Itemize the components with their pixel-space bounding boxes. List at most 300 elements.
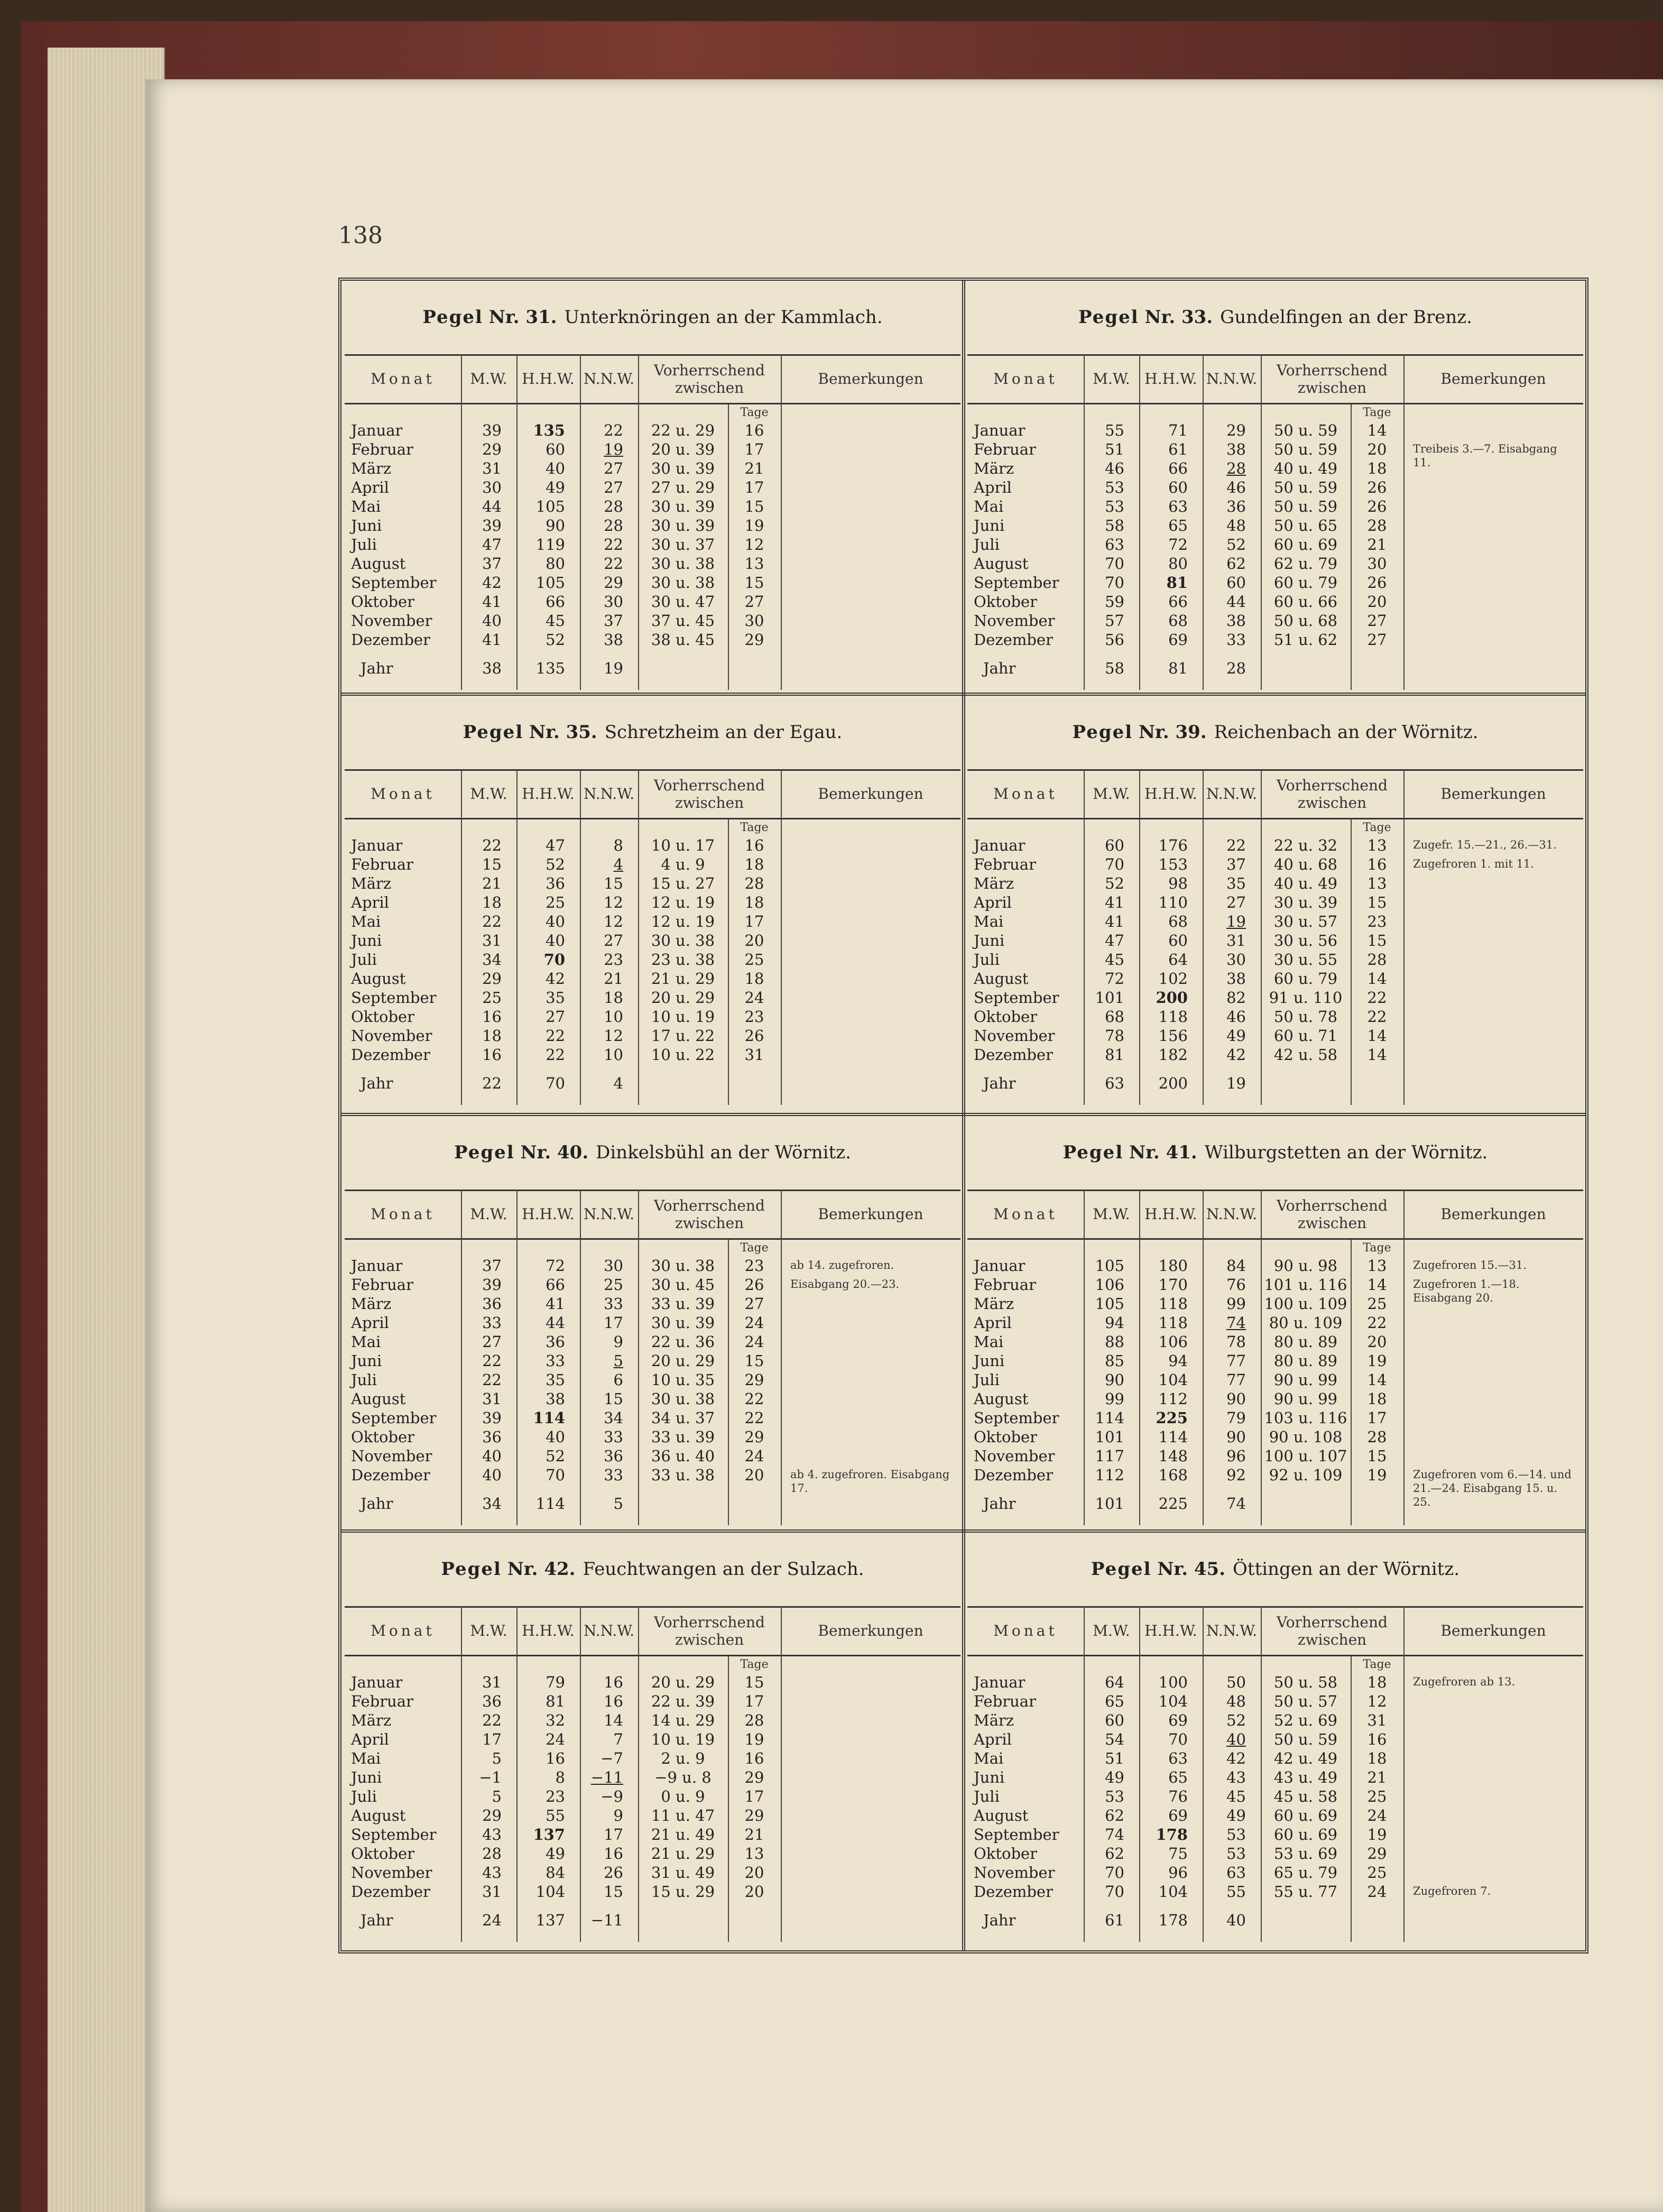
hhw-cell: 176	[1158, 836, 1188, 854]
year-mw: 22	[482, 1074, 502, 1092]
month-cell: Juli	[351, 951, 377, 969]
mw-cell: 39	[482, 1409, 502, 1427]
nnw-cell: 8	[613, 836, 623, 854]
nnw-cell: −9	[600, 1787, 623, 1805]
nnw-cell: 15	[604, 874, 623, 892]
days-cell: 25	[1367, 1787, 1387, 1805]
nnw-header: N.N.W.	[583, 1622, 634, 1640]
days-cell: 19	[1367, 1826, 1387, 1844]
days-cell: 24	[744, 1314, 764, 1332]
hhw-cell: 106	[1158, 1333, 1188, 1351]
mw-cell: 70	[1105, 1883, 1124, 1901]
mw-cell: 36	[482, 1428, 502, 1446]
table-title	[345, 1559, 960, 1580]
nnw-cell: 6	[613, 1371, 623, 1389]
hhw-cell: 60	[546, 440, 565, 458]
hhw-cell: 40	[546, 1428, 565, 1446]
remark-text: ab 14. zugefroren.	[790, 1259, 894, 1271]
month-cell: Dezember	[974, 1046, 1053, 1064]
table-row	[345, 535, 960, 554]
year-hhw: 137	[535, 1911, 565, 1929]
range-cell: 60 u. 69	[1273, 1826, 1338, 1844]
bemerkungen-header: Bemerkungen	[1440, 1205, 1546, 1223]
month-cell: Dezember	[351, 631, 430, 649]
month-cell: November	[351, 1864, 432, 1882]
gauge-table	[967, 1537, 1583, 1939]
tage-label: Tage	[1363, 1241, 1391, 1255]
table-row	[345, 630, 960, 649]
days-cell: 20	[744, 1883, 764, 1901]
days-cell: 13	[744, 1845, 764, 1863]
mw-cell: 5	[492, 1787, 502, 1805]
mw-cell: 16	[482, 1008, 502, 1026]
table-row	[345, 1825, 960, 1844]
mw-cell: 105	[1095, 1295, 1124, 1313]
table-row	[345, 950, 960, 969]
month-cell: November	[974, 1864, 1055, 1882]
mw-cell: 47	[1105, 932, 1124, 950]
mw-cell: 68	[1105, 1008, 1124, 1026]
mw-header: M.W.	[470, 785, 507, 803]
days-cell: 29	[744, 1371, 764, 1389]
year-row	[345, 659, 960, 678]
range-cell: 42 u. 49	[1273, 1749, 1338, 1767]
mw-cell: 40	[482, 612, 502, 630]
days-cell: 14	[1367, 1046, 1387, 1064]
range-cell: 90 u. 98	[1273, 1257, 1338, 1275]
month-cell: März	[974, 874, 1014, 892]
gauge-place: Dinkelsbühl an der Wörnitz.	[596, 1142, 851, 1163]
hhw-cell: 80	[546, 555, 565, 573]
nnw-cell: 55	[1226, 1883, 1246, 1901]
days-cell: 29	[1367, 1845, 1387, 1863]
hhw-cell: 104	[1158, 1692, 1188, 1710]
month-cell: September	[974, 1409, 1059, 1427]
hhw-cell: 40	[546, 913, 565, 930]
days-cell: 23	[744, 1257, 764, 1275]
year-label: Jahr	[983, 659, 1016, 677]
hhw-cell: 52	[546, 631, 565, 649]
year-hhw: 178	[1158, 1911, 1188, 1929]
range-cell: 30 u. 56	[1273, 932, 1338, 950]
hhw-header: H.H.W.	[1144, 1205, 1197, 1223]
table-header	[967, 1190, 1583, 1240]
mw-cell: 40	[482, 1466, 502, 1484]
range-cell: 21 u. 49	[651, 1826, 715, 1844]
table-row	[967, 1711, 1583, 1730]
hhw-cell: 72	[546, 1257, 565, 1275]
days-cell: 22	[744, 1409, 764, 1427]
table-row	[967, 497, 1583, 516]
nnw-cell: 77	[1226, 1371, 1246, 1389]
nnw-cell: 46	[1226, 478, 1246, 496]
year-row	[967, 1911, 1583, 1930]
range-cell: 10 u. 19	[651, 1730, 715, 1748]
range-cell: 50 u. 68	[1273, 612, 1338, 630]
bemerkungen-header: Bemerkungen	[818, 1622, 923, 1640]
mw-cell: 60	[1105, 1711, 1124, 1729]
nnw-cell: 17	[604, 1314, 623, 1332]
table-row	[967, 931, 1583, 950]
month-cell: April	[974, 1314, 1012, 1332]
table-row	[967, 1007, 1583, 1026]
remark-text: Zugefroren 1.—18. Eisabgang 20.	[1413, 1278, 1520, 1304]
mw-cell: 41	[1105, 893, 1124, 911]
range-cell: 10 u. 35	[651, 1371, 715, 1389]
hhw-cell: 81	[1166, 574, 1188, 592]
range-cell: 90 u. 99	[1273, 1390, 1338, 1408]
month-cell: November	[974, 1447, 1055, 1465]
nnw-cell: 48	[1226, 517, 1246, 534]
range-cell: 50 u. 78	[1273, 1008, 1338, 1026]
hhw-cell: 100	[1158, 1673, 1188, 1691]
hhw-cell: 98	[1168, 874, 1188, 892]
nnw-cell: 12	[604, 893, 623, 911]
days-cell: 24	[1367, 1883, 1387, 1901]
nnw-cell: 19	[1226, 913, 1246, 930]
hhw-cell: 225	[1156, 1409, 1188, 1427]
days-cell: 27	[744, 1295, 764, 1313]
days-cell: 26	[1367, 478, 1387, 496]
nnw-cell: 9	[613, 1333, 623, 1351]
year-mw: 101	[1095, 1495, 1124, 1513]
month-cell: Oktober	[974, 593, 1038, 611]
hhw-cell: 70	[543, 951, 565, 969]
range-cell: 100 u. 107	[1264, 1447, 1347, 1465]
table-row	[967, 421, 1583, 440]
mw-cell: 43	[482, 1826, 502, 1844]
year-nnw: 28	[1226, 659, 1246, 677]
mw-cell: 41	[1105, 913, 1124, 930]
hhw-cell: 66	[1168, 459, 1188, 477]
nnw-cell: 9	[613, 1807, 623, 1824]
table-row	[967, 912, 1583, 931]
nnw-cell: 16	[604, 1845, 623, 1863]
table-row	[967, 1427, 1583, 1446]
nnw-cell: 33	[1226, 631, 1246, 649]
hhw-cell: 25	[546, 893, 565, 911]
nnw-cell: 77	[1226, 1352, 1246, 1370]
days-cell: 16	[744, 836, 764, 854]
gauge-place: Schretzheim an der Egau.	[604, 722, 843, 743]
days-cell: 16	[1367, 855, 1387, 873]
nnw-cell: 30	[604, 593, 623, 611]
hhw-cell: 66	[546, 1276, 565, 1294]
range-cell: 40 u. 49	[1273, 459, 1338, 477]
tage-label: Tage	[740, 406, 769, 419]
month-cell: Dezember	[351, 1046, 430, 1064]
gauge-table	[345, 285, 960, 687]
nnw-cell: 63	[1226, 1864, 1246, 1882]
range-cell: 30 u. 39	[1273, 893, 1338, 911]
range-cell: 60 u. 79	[1273, 970, 1338, 988]
nnw-cell: 79	[1226, 1409, 1246, 1427]
mw-cell: 31	[482, 1883, 502, 1901]
mw-cell: 58	[1105, 517, 1124, 534]
month-cell: Dezember	[351, 1883, 430, 1901]
hhw-cell: 52	[546, 1447, 565, 1465]
mw-cell: 57	[1105, 612, 1124, 630]
table-row	[967, 1389, 1583, 1408]
nnw-cell: 92	[1226, 1466, 1246, 1484]
month-cell: Januar	[974, 1673, 1025, 1691]
nnw-cell: 48	[1226, 1692, 1246, 1710]
range-cell: 30 u. 38	[651, 555, 715, 573]
nnw-cell: 26	[604, 1864, 623, 1882]
days-cell: 14	[1367, 1276, 1387, 1294]
year-nnw: 74	[1226, 1495, 1246, 1513]
mw-cell: 74	[1105, 1826, 1124, 1844]
range-cell: 33 u. 39	[651, 1428, 715, 1446]
table-row	[967, 1692, 1583, 1711]
days-cell: 18	[744, 970, 764, 988]
hhw-cell: 76	[1168, 1787, 1188, 1805]
year-row	[345, 1911, 960, 1930]
table-title	[967, 307, 1583, 328]
mw-cell: 34	[482, 951, 502, 969]
table-row	[345, 573, 960, 592]
table-row	[345, 1332, 960, 1351]
range-cell: 50 u. 57	[1273, 1692, 1338, 1710]
month-cell: Oktober	[351, 1008, 415, 1026]
gauge-table	[345, 1121, 960, 1523]
table-row	[967, 969, 1583, 988]
range-cell: 23 u. 38	[651, 951, 715, 969]
remark-text: Zugefroren vom 6.—14. und 21.—24. Eisabgang 15. u. 25.	[1413, 1468, 1572, 1508]
table-header	[967, 1606, 1583, 1656]
table-row	[345, 1427, 960, 1446]
days-cell: 18	[1367, 1673, 1387, 1691]
table-row	[967, 893, 1583, 912]
table-row	[967, 554, 1583, 573]
month-cell: Februar	[351, 440, 413, 458]
hhw-cell: 71	[1168, 421, 1188, 439]
hhw-cell: 65	[1168, 1768, 1188, 1786]
nnw-cell: 7	[613, 1730, 623, 1748]
mw-cell: 15	[482, 855, 502, 873]
days-cell: 16	[744, 1749, 764, 1767]
nnw-cell: 15	[604, 1390, 623, 1408]
range-cell: 50 u. 59	[1273, 497, 1338, 515]
month-cell: Mai	[974, 1333, 1004, 1351]
hhw-cell: 68	[1168, 913, 1188, 930]
year-nnw: 19	[604, 659, 623, 677]
gauge-number: Nr. 31.	[488, 307, 557, 328]
table-header	[345, 1606, 960, 1656]
table-header	[345, 769, 960, 819]
hhw-cell: 22	[546, 1027, 565, 1045]
mw-cell: 33	[482, 1314, 502, 1332]
nnw-cell: 36	[1226, 497, 1246, 515]
hhw-cell: 104	[535, 1883, 565, 1901]
table-row	[967, 1730, 1583, 1749]
mw-cell: 94	[1105, 1314, 1124, 1332]
hhw-cell: 69	[1168, 631, 1188, 649]
nnw-cell: 38	[1226, 440, 1246, 458]
monat-header: Monat	[993, 370, 1058, 388]
gauge-number: Nr. 39.	[1138, 722, 1207, 743]
days-cell: 30	[744, 612, 764, 630]
month-cell: Dezember	[974, 631, 1053, 649]
table-row	[967, 478, 1583, 497]
range-cell: 62 u. 79	[1273, 555, 1338, 573]
table-row	[345, 1711, 960, 1730]
month-cell: Oktober	[351, 593, 415, 611]
nnw-cell: 4	[613, 855, 623, 873]
nnw-cell: 31	[1226, 932, 1246, 950]
pegel-label: Pegel	[422, 307, 483, 328]
days-cell: 24	[1367, 1807, 1387, 1824]
month-cell: Juni	[974, 517, 1005, 534]
month-cell: August	[974, 555, 1029, 573]
days-cell: 15	[744, 574, 764, 592]
hhw-header: H.H.W.	[1144, 1622, 1197, 1640]
hhw-header: H.H.W.	[522, 1622, 575, 1640]
month-cell: August	[974, 1390, 1029, 1408]
nnw-cell: −7	[600, 1749, 623, 1767]
table-row	[345, 931, 960, 950]
table-row	[967, 1045, 1583, 1064]
nnw-cell: 17	[604, 1826, 623, 1844]
vorherrschend-header: Vorherrschend zwischen	[654, 1614, 765, 1648]
hhw-header: H.H.W.	[522, 1205, 575, 1223]
table-row	[345, 1408, 960, 1427]
month-cell: Januar	[351, 1257, 403, 1275]
table-header	[967, 354, 1583, 404]
mw-cell: 99	[1105, 1390, 1124, 1408]
table-row	[345, 459, 960, 478]
hhw-cell: 40	[546, 459, 565, 477]
month-cell: April	[351, 478, 389, 496]
vorherrschend-header: Vorherrschend zwischen	[1277, 1197, 1388, 1232]
range-cell: 80 u. 89	[1273, 1352, 1338, 1370]
nnw-cell: 50	[1226, 1673, 1246, 1691]
nnw-cell: 34	[604, 1409, 623, 1427]
nnw-cell: 27	[604, 459, 623, 477]
month-cell: Juli	[974, 1371, 1000, 1389]
tage-label: Tage	[740, 1658, 769, 1671]
hhw-cell: 182	[1158, 1046, 1188, 1064]
nnw-cell: 27	[604, 932, 623, 950]
range-cell: 65 u. 79	[1273, 1864, 1338, 1882]
days-cell: 26	[1367, 497, 1387, 515]
range-cell: 50 u. 59	[1273, 478, 1338, 496]
range-cell: 20 u. 29	[651, 1673, 715, 1691]
table-row	[967, 611, 1583, 630]
month-cell: Oktober	[351, 1845, 415, 1863]
nnw-cell: 10	[604, 1008, 623, 1026]
table-title	[967, 722, 1583, 743]
gauge-table	[967, 701, 1583, 1102]
vorherrschend-header: Vorherrschend zwischen	[1277, 1614, 1388, 1648]
remark-text: Zugefroren 1. mit 11.	[1413, 858, 1534, 870]
table-row	[345, 1389, 960, 1408]
range-cell: 80 u. 89	[1273, 1333, 1338, 1351]
days-cell: 27	[744, 593, 764, 611]
month-cell: Juni	[351, 1352, 382, 1370]
hhw-cell: 81	[546, 1692, 565, 1710]
days-cell: 17	[744, 1692, 764, 1710]
mw-cell: 18	[482, 1027, 502, 1045]
month-cell: April	[974, 893, 1012, 911]
nnw-cell: 22	[604, 421, 623, 439]
range-cell: 10 u. 22	[651, 1046, 715, 1064]
nnw-cell: 29	[1226, 421, 1246, 439]
range-cell: 103 u. 116	[1264, 1409, 1347, 1427]
nnw-cell: 82	[1226, 989, 1246, 1007]
range-cell: 10 u. 17	[651, 836, 715, 854]
days-cell: 21	[1367, 536, 1387, 554]
hhw-cell: 200	[1156, 989, 1188, 1007]
mw-header: M.W.	[470, 1622, 507, 1640]
days-cell: 31	[744, 1046, 764, 1064]
table-title	[967, 1142, 1583, 1163]
nnw-cell: 12	[604, 913, 623, 930]
nnw-cell: 53	[1226, 1845, 1246, 1863]
gauge-number: Nr. 35.	[529, 722, 597, 743]
month-cell: August	[351, 970, 406, 988]
table-row	[345, 478, 960, 497]
mw-cell: 43	[482, 1864, 502, 1882]
table-row	[345, 1692, 960, 1711]
year-row	[967, 659, 1583, 678]
year-label: Jahr	[361, 659, 393, 677]
nnw-cell: 36	[604, 1447, 623, 1465]
mw-cell: 42	[482, 574, 502, 592]
days-cell: 15	[744, 1352, 764, 1370]
mw-cell: 39	[482, 1276, 502, 1294]
hhw-cell: 40	[546, 932, 565, 950]
range-cell: 30 u. 57	[1273, 913, 1338, 930]
year-label: Jahr	[983, 1495, 1016, 1513]
hhw-header: H.H.W.	[522, 785, 575, 803]
bemerkungen-header: Bemerkungen	[818, 785, 923, 803]
hhw-cell: 49	[546, 1845, 565, 1863]
nnw-cell: 42	[1226, 1046, 1246, 1064]
month-cell: April	[974, 1730, 1012, 1748]
days-cell: 18	[744, 893, 764, 911]
days-cell: 27	[1367, 631, 1387, 649]
mw-cell: 17	[482, 1730, 502, 1748]
table-row	[345, 497, 960, 516]
hhw-cell: 168	[1158, 1466, 1188, 1484]
gauge-place: Unterknöringen an der Kammlach.	[564, 307, 883, 328]
hhw-cell: 104	[1158, 1371, 1188, 1389]
month-cell: Februar	[351, 855, 413, 873]
mw-cell: 36	[482, 1692, 502, 1710]
mw-cell: 29	[482, 1807, 502, 1824]
range-cell: 30 u. 39	[651, 497, 715, 515]
hhw-cell: 35	[546, 989, 565, 1007]
days-cell: 15	[744, 497, 764, 515]
hhw-cell: 24	[546, 1730, 565, 1748]
month-cell: Februar	[974, 1276, 1036, 1294]
mw-cell: 31	[482, 1390, 502, 1408]
month-cell: Juni	[351, 1768, 382, 1786]
mw-cell: 85	[1105, 1352, 1124, 1370]
table-row	[345, 1026, 960, 1045]
month-cell: November	[351, 1447, 432, 1465]
range-cell: 36 u. 40	[651, 1447, 715, 1465]
range-cell: 33 u. 38	[651, 1466, 715, 1484]
nnw-cell: 33	[604, 1466, 623, 1484]
mw-cell: 63	[1105, 536, 1124, 554]
nnw-cell: −11	[590, 1768, 623, 1786]
month-cell: August	[351, 555, 406, 573]
bemerkungen-header: Bemerkungen	[818, 1205, 923, 1223]
month-cell: September	[351, 1826, 437, 1844]
hhw-cell: 96	[1168, 1864, 1188, 1882]
